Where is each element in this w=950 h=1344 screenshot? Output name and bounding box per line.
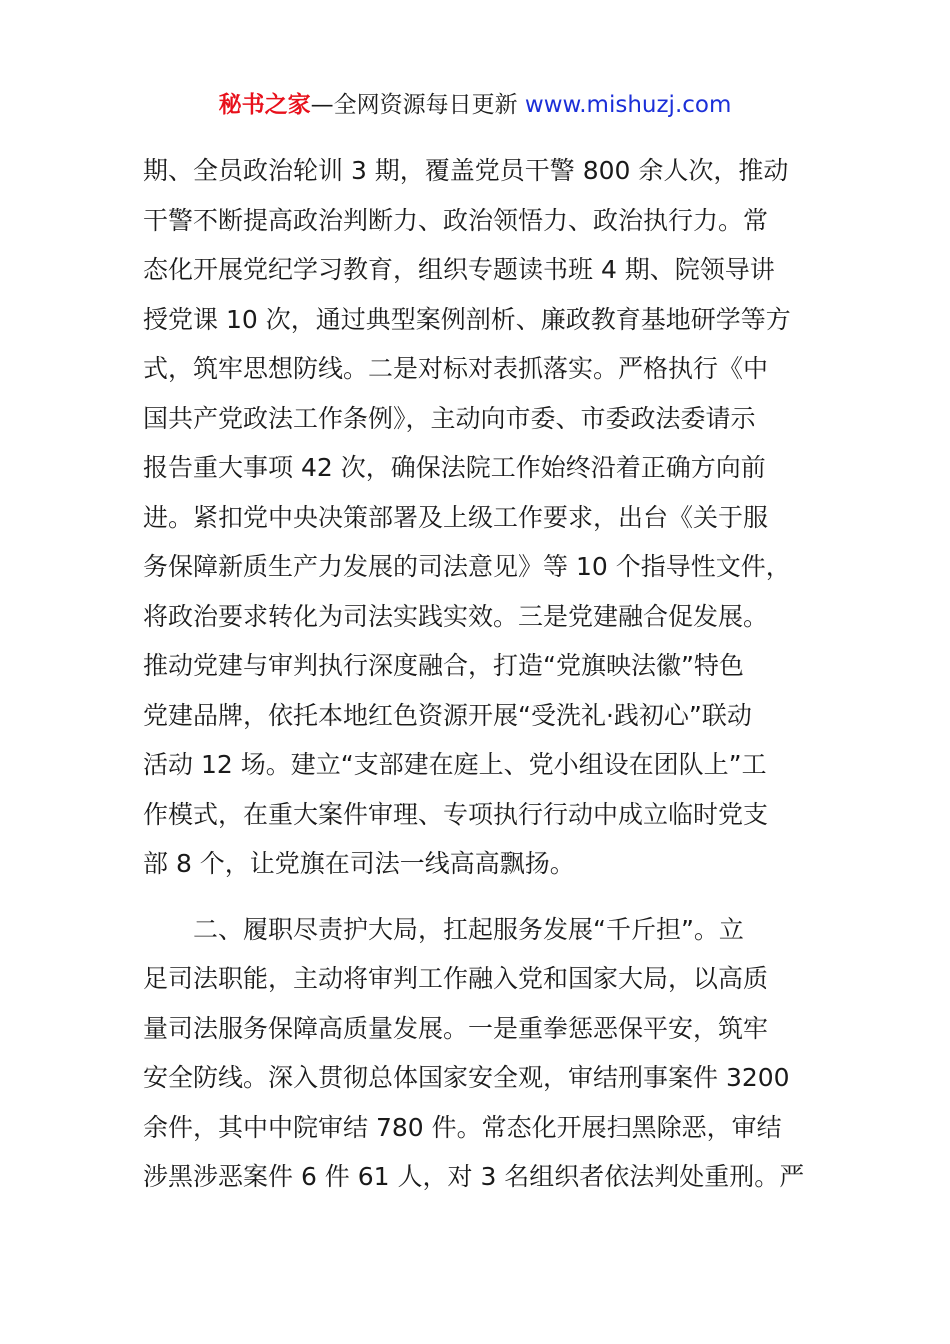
text-line: 期、全员政治轮训 3 期，覆盖党员干警 800 余人次，推动 — [143, 156, 789, 185]
paragraph-2 — [143, 905, 811, 1202]
site-header — [0, 88, 950, 122]
text-line: 安全防线。深入贯彻总体国家安全观，审结刑事案件 3200 — [143, 1063, 790, 1092]
text-line: 报告重大事项 42 次，确保法院工作始终沿着正确方向前 — [143, 453, 766, 482]
text-line: 式，筑牢思想防线。二是对标对表抓落实。严格执行《中 — [143, 354, 769, 383]
text-line: 作模式，在重大案件审理、专项执行行动中成立临时党支 — [143, 799, 769, 829]
text-line: 足司法职能，主动将审判工作融入党和国家大局，以高质 — [143, 964, 769, 993]
text-line: 党建品牌，依托本地红色资源开展“受洗礼·践初心”联动 — [143, 700, 752, 730]
text-line: 态化开展党纪学习教育，组织专题读书班 4 期、院领导讲 — [143, 255, 775, 284]
text-line: 涉黑涉恶案件 6 件 61 人，对 3 名组织者依法判处重刑。严 — [143, 1162, 805, 1191]
text-line: 推动党建与审判执行深度融合，打造“党旗映法徽”特色 — [143, 651, 744, 680]
text-line: 余件，其中中院审结 780 件。常态化开展扫黑除恶，审结 — [143, 1112, 782, 1142]
text-line: 国共产党政法工作条例》，主动向市委、市委政法委请示 — [143, 403, 756, 433]
paragraph-gap — [143, 889, 811, 905]
text-line: 务保障新质生产力发展的司法意见》等 10 个指导性文件， — [143, 552, 791, 581]
document-body — [143, 146, 811, 1202]
text-line: 部 8 个，让党旗在司法一线高高飘扬。 — [143, 849, 575, 878]
site-url-link[interactable]: www.mishuzj.com — [524, 92, 732, 118]
text-line: 量司法服务保障高质量发展。一是重拳惩恶保平安，筑牢 — [143, 1013, 769, 1043]
text-line: 将政治要求转化为司法实践实效。三是党建融合促发展。 — [143, 601, 769, 631]
site-brand: 秘书之家 — [218, 92, 311, 118]
text-line: 授党课 10 次，通过典型案例剖析、廉政教育基地研学等方 — [143, 304, 791, 334]
text-line: 干警不断提高政治判断力、政治领悟力、政治执行力。常 — [143, 205, 769, 235]
text-line: 二、履职尽责护大局，扛起服务发展“千斤担”。立 — [193, 914, 744, 944]
paragraph-1 — [143, 146, 811, 889]
text-line: 活动 12 场。建立“支部建在庭上、党小组设在团队上”工 — [143, 750, 767, 779]
text-line: 进。紧扣党中央决策部署及上级工作要求，出台《关于服 — [143, 502, 769, 532]
site-tagline: —全网资源每日更新 — [310, 92, 518, 118]
